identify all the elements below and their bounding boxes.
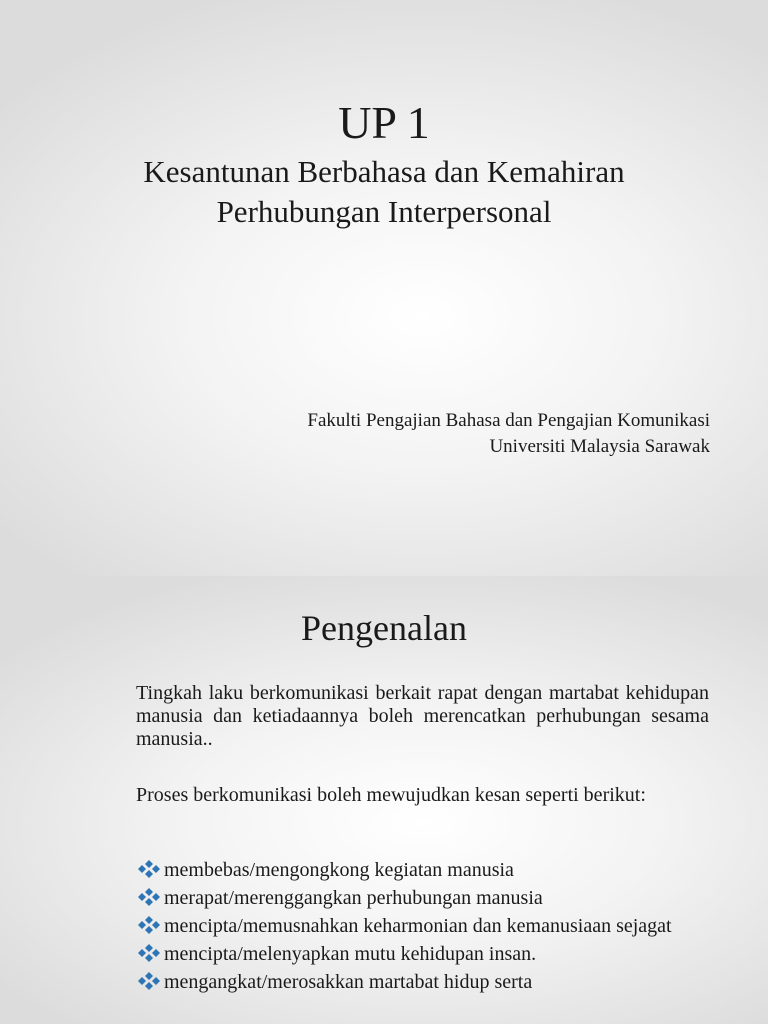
four-diamond-bullet-icon <box>136 888 164 906</box>
university-name: Universiti Malaysia Sarawak <box>489 436 710 457</box>
subtitle-line-1: Kesantunan Berbahasa dan Kemahiran <box>143 154 625 189</box>
list-item-text: mencipta/melenyapkan mutu kehidupan insan. <box>164 943 537 965</box>
four-diamond-bullet-icon <box>136 944 164 962</box>
slide-heading: Pengenalan <box>301 608 467 648</box>
list-item-text: membebas/mengongkong kegiatan manusia <box>164 859 514 881</box>
list-item <box>136 859 709 882</box>
four-diamond-bullet-icon <box>136 972 164 990</box>
intro-slide <box>0 576 768 1024</box>
slide-title: UP 1 <box>338 97 430 148</box>
effects-intro-paragraph: Proses berkomunikasi boleh mewujudkan kesan seperti berikut: <box>136 784 646 806</box>
subtitle-line-2: Perhubungan Interpersonal <box>216 194 552 229</box>
list-item <box>136 915 709 938</box>
list-item-text: merapat/merenggangkan perhubungan manusia <box>164 887 543 909</box>
author-block <box>150 408 710 460</box>
faculty-name: Fakulti Pengajian Bahasa dan Pengajian Komunikasi <box>307 410 710 431</box>
list-item <box>136 887 709 910</box>
list-item-text: mengangkat/merosakkan martabat hidup serta <box>164 971 533 993</box>
effects-list <box>136 859 709 999</box>
slide-subtitle <box>60 152 708 232</box>
list-item <box>136 943 709 966</box>
intro-paragraph: Tingkah laku berkomunikasi berkait rapat dengan martabat kehidupan manusia dan ketiadaannya boleh merencatkan perhubungan sesama manusia.. <box>136 682 709 750</box>
list-item <box>136 971 709 994</box>
list-item-text: mencipta/memusnahkan keharmonian dan kemanusiaan sejagat <box>164 915 672 937</box>
four-diamond-bullet-icon <box>136 916 164 934</box>
four-diamond-bullet-icon <box>136 860 164 878</box>
